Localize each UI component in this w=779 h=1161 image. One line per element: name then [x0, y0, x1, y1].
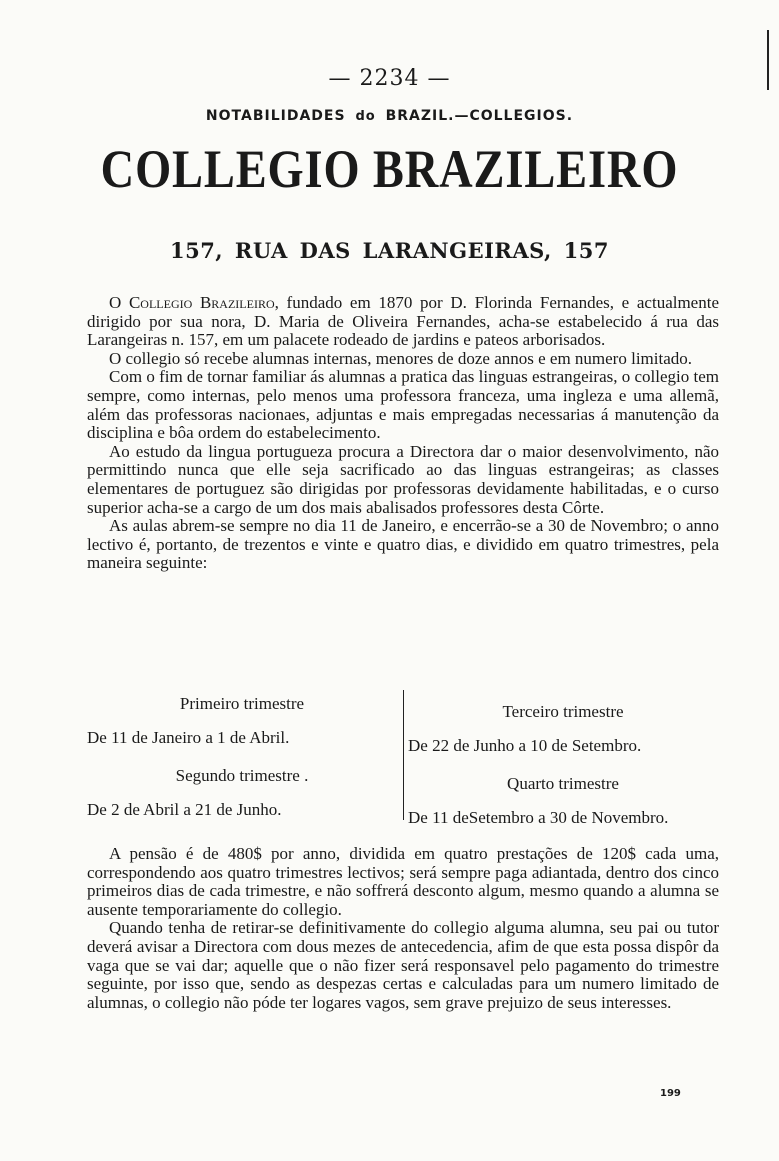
paragraph-1 [87, 294, 719, 350]
paragraph-1-text: , fundado em 1870 por D. Florinda Fernandes, e actualmente dirigido por sua nora, D. Maria de Oliveira Fernandes, acha-se estabelecido á rua das Larangeiras n. 157, em um palacete rodeado de jardins e pateos arborisados. [87, 293, 720, 350]
term-4-name: Quarto trimestre [507, 774, 619, 793]
term-2-name: Segundo trimestre . [175, 766, 309, 785]
running-head-left: NOTABILIDADES [205, 108, 346, 124]
page-number: — 2234 — [328, 66, 451, 91]
running-head-mid: do [355, 109, 376, 124]
term-2-range: De 2 de Abril a 21 de Junho. [87, 800, 282, 819]
school-name-lead: O Collegio Brazileiro [109, 293, 275, 312]
schedule-left-column [87, 690, 397, 838]
paragraph-4: Ao estudo da lingua portugueza procura a Directora dar o maior desenvolvimento, não permittindo nunca que elle seja sacrificado ao das linguas estrangeiras; as classes elementares de portuguez são dirigidas por professoras devidamente habilitadas, e o curso superior acha-se a cargo de um dos mais abalisados professores desta Côrte. [87, 441, 719, 517]
body-text-upper [87, 294, 719, 573]
page-title: COLLEGIO BRAZILEIRO [100, 139, 679, 199]
paragraph-5: As aulas abrem-se sempre no dia 11 de Janeiro, e encerrão-se a 30 de Novembro; o anno lectivo é, portanto, de trezentos e vinte e quatro dias, e dividido em quatro trimestres, pela maneira seguinte: [87, 516, 719, 573]
term-4-range: De 11 deSetembro a 30 de Novembro. [408, 808, 669, 827]
folio-number: 199 [660, 1088, 681, 1099]
paragraph-3: Com o fim de tornar familiar ás alumnas a pratica das linguas estrangeiras, o collegio tem sempre, como internas, pelo menos uma professora franceza, uma ingleza e uma allemã, além das professoras nacionaes, adjuntas e mais empregadas necessarias á manutenção da disciplina e bôa ordem do estabelecimento. [87, 367, 719, 443]
running-head-right: BRAZIL.—COLLEGIOS. [385, 108, 574, 124]
term-1-name: Primeiro trimestre [179, 694, 305, 713]
term-3-name: Terceiro trimestre [502, 702, 624, 721]
running-head [0, 108, 779, 124]
trimester-schedule [87, 690, 719, 825]
schedule-right-column [403, 690, 718, 827]
paragraph-6: A pensão é de 480$ por anno, dividida em quatro prestações de 120$ cada uma, correspondendo aos quatro trimestres lectivos; será sempre paga adiantada, dentro dos cinco primeiros dias de cada trimestre, e não soffrerá desconto algum, mesmo quando a alumna se ausente temporariamente do collegio. [87, 844, 719, 919]
body-text-lower [87, 845, 719, 1012]
paragraph-2: O collegio só recebe alumnas internas, menores de doze annos e em numero limitado. [109, 348, 693, 368]
address-line: 157, RUA DAS LARANGEIRAS, 157 [169, 238, 610, 263]
paragraph-7: Quando tenha de retirar-se definitivamente do collegio alguma alumna, seu pai ou tutor deverá avisar a Directora com dous mezes de antecedencia, afim de que esta possa dispôr da vaga que se vai dar; aquelle que o não fizer será responsavel pelo pagamento do trimestre seguinte, por isso que, sendo as despezas certas e calculadas para um numero limitado de alumnas, o collegio não póde ter logares vagos, sem grave prejuizo de seus interesses. [87, 918, 719, 1012]
term-3-range: De 22 de Junho a 10 de Setembro. [408, 736, 642, 755]
term-1-range: De 11 de Janeiro a 1 de Abril. [87, 728, 290, 747]
